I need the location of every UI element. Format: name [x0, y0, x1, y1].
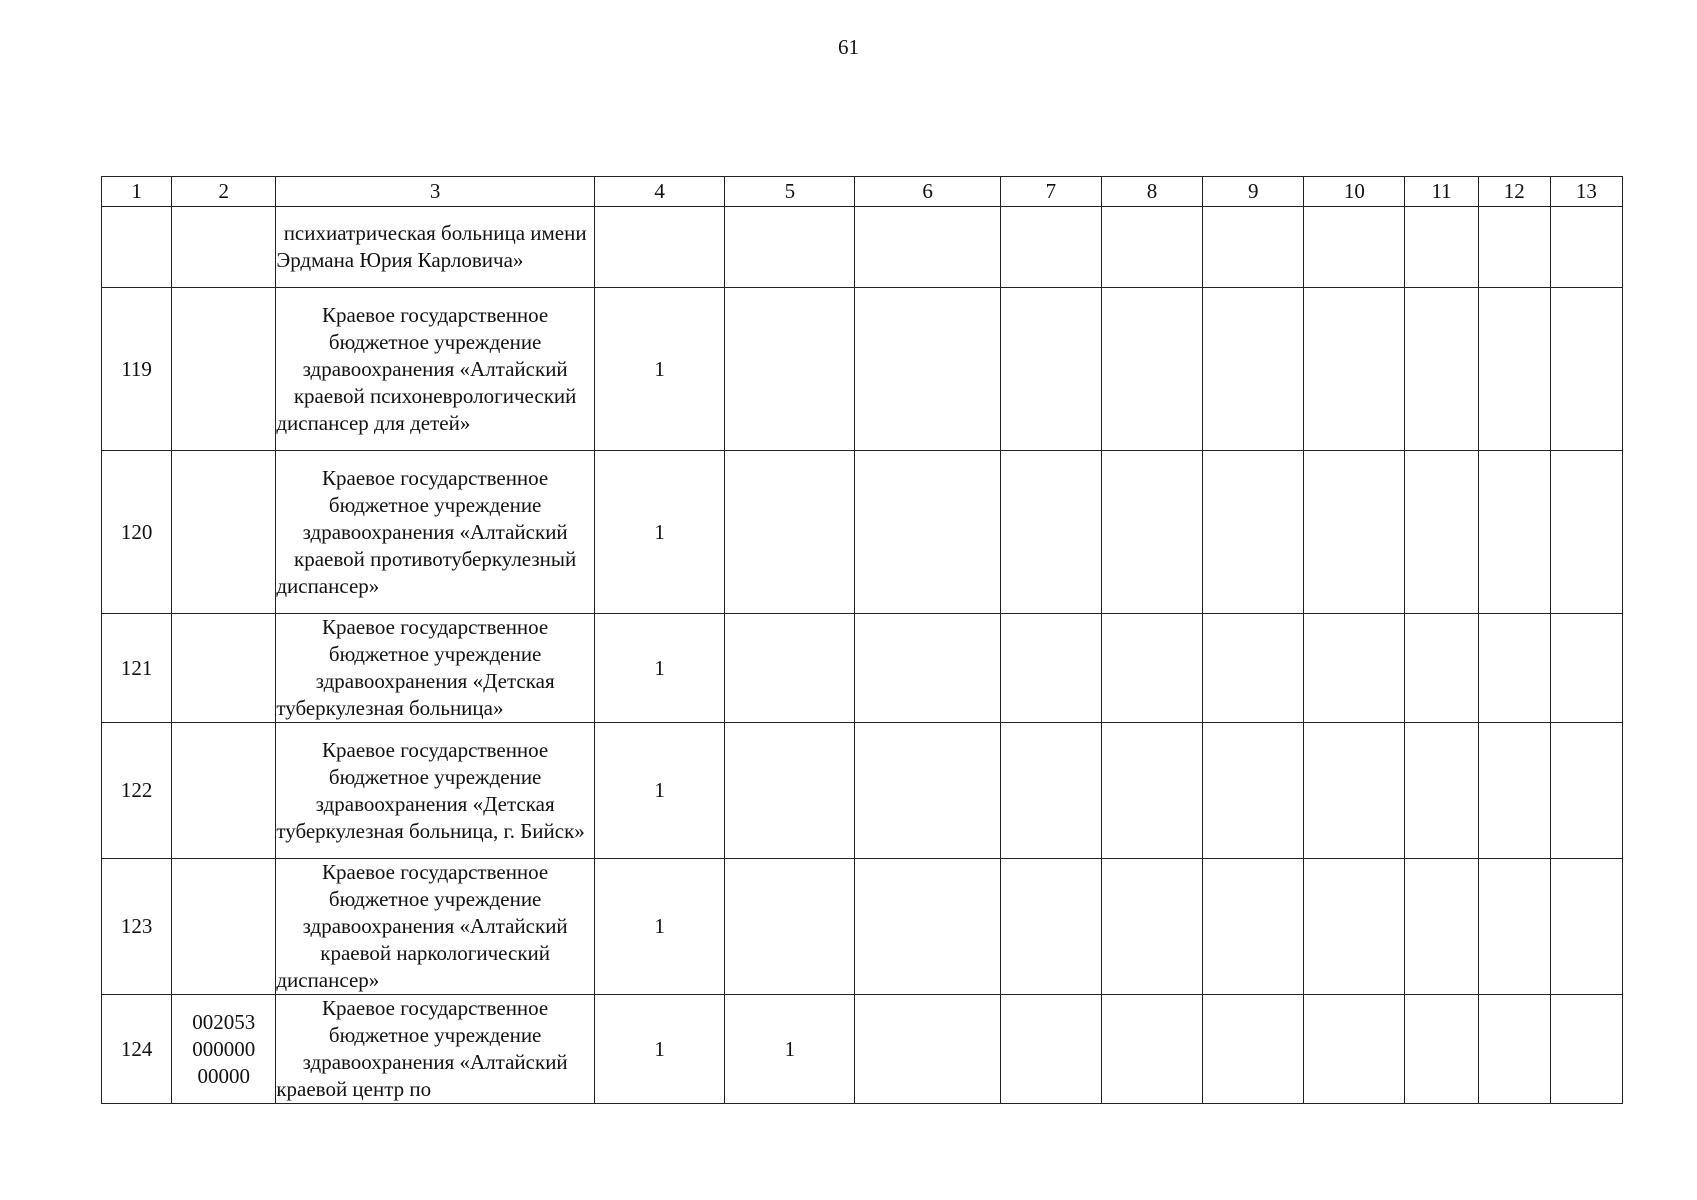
- empty-cell: [1000, 995, 1101, 1104]
- empty-cell: [1000, 288, 1101, 451]
- empty-cell: [1304, 207, 1405, 288]
- row-code: 002053 000000 00000: [172, 995, 276, 1104]
- cell-col-4: 1: [594, 288, 724, 451]
- empty-cell: [1101, 207, 1202, 288]
- cell-col-4: [594, 207, 724, 288]
- empty-cell: [1405, 859, 1478, 995]
- empty-cell: [1203, 614, 1304, 723]
- cell-col-5: 1: [725, 995, 855, 1104]
- column-header: 9: [1203, 177, 1304, 207]
- table-row: [102, 614, 1623, 723]
- empty-cell: [855, 723, 1000, 859]
- table-row: [102, 859, 1623, 995]
- empty-cell: [1405, 995, 1478, 1104]
- column-header: 7: [1000, 177, 1101, 207]
- empty-cell: [1478, 995, 1550, 1104]
- table-row: [102, 288, 1623, 451]
- cell-col-5: [725, 859, 855, 995]
- cell-col-5: [725, 723, 855, 859]
- row-code: [172, 859, 276, 995]
- empty-cell: [1000, 207, 1101, 288]
- empty-cell: [1101, 451, 1202, 614]
- cell-col-4: 1: [594, 995, 724, 1104]
- row-code: [172, 207, 276, 288]
- empty-cell: [1000, 614, 1101, 723]
- cell-col-4: 1: [594, 723, 724, 859]
- column-number-row: [102, 177, 1623, 207]
- empty-cell: [1203, 859, 1304, 995]
- empty-cell: [1405, 614, 1478, 723]
- empty-cell: [1405, 451, 1478, 614]
- row-description: Краевое государственное бюджетное учреждение здравоохранения «Алтайский краевой наркологический диспансер»: [276, 859, 595, 995]
- empty-cell: [1550, 723, 1622, 859]
- table-row: [102, 451, 1623, 614]
- column-header: 13: [1550, 177, 1622, 207]
- empty-cell: [1304, 995, 1405, 1104]
- column-header: 2: [172, 177, 276, 207]
- column-header: 6: [855, 177, 1000, 207]
- empty-cell: [1478, 614, 1550, 723]
- row-description: Краевое государственное бюджетное учреждение здравоохранения «Алтайский краевой психоневрологический диспансер для детей»: [276, 288, 595, 451]
- row-code: [172, 288, 276, 451]
- empty-cell: [1101, 723, 1202, 859]
- column-header: 4: [594, 177, 724, 207]
- row-code: [172, 614, 276, 723]
- empty-cell: [1203, 288, 1304, 451]
- empty-cell: [1550, 451, 1622, 614]
- empty-cell: [855, 207, 1000, 288]
- empty-cell: [1000, 451, 1101, 614]
- empty-cell: [1550, 859, 1622, 995]
- empty-cell: [1478, 451, 1550, 614]
- empty-cell: [1478, 207, 1550, 288]
- empty-cell: [855, 995, 1000, 1104]
- cell-col-5: [725, 207, 855, 288]
- data-table: [101, 176, 1623, 1104]
- row-number: 122: [102, 723, 172, 859]
- row-description: Краевое государственное бюджетное учреждение здравоохранения «Детская туберкулезная больница»: [276, 614, 595, 723]
- empty-cell: [855, 614, 1000, 723]
- cell-col-5: [725, 614, 855, 723]
- empty-cell: [1203, 723, 1304, 859]
- row-description: Краевое государственное бюджетное учреждение здравоохранения «Детская туберкулезная больница, г. Бийск»: [276, 723, 595, 859]
- row-number: 124: [102, 995, 172, 1104]
- row-description: Краевое государственное бюджетное учреждение здравоохранения «Алтайский краевой центр по: [276, 995, 595, 1104]
- table-row: [102, 723, 1623, 859]
- empty-cell: [1405, 723, 1478, 859]
- row-number: 119: [102, 288, 172, 451]
- cell-col-4: 1: [594, 859, 724, 995]
- empty-cell: [1203, 207, 1304, 288]
- empty-cell: [1550, 288, 1622, 451]
- empty-cell: [1000, 723, 1101, 859]
- empty-cell: [1000, 859, 1101, 995]
- cell-col-5: [725, 288, 855, 451]
- cell-col-5: [725, 451, 855, 614]
- empty-cell: [1550, 614, 1622, 723]
- empty-cell: [1203, 995, 1304, 1104]
- column-header: 10: [1304, 177, 1405, 207]
- table-row: [102, 207, 1623, 288]
- empty-cell: [1550, 207, 1622, 288]
- empty-cell: [1304, 723, 1405, 859]
- table-row: [102, 995, 1623, 1104]
- empty-cell: [855, 288, 1000, 451]
- row-code: [172, 723, 276, 859]
- empty-cell: [1304, 288, 1405, 451]
- empty-cell: [1405, 288, 1478, 451]
- empty-cell: [1304, 859, 1405, 995]
- empty-cell: [855, 451, 1000, 614]
- empty-cell: [1405, 207, 1478, 288]
- row-number: 121: [102, 614, 172, 723]
- column-header: 1: [102, 177, 172, 207]
- empty-cell: [1550, 995, 1622, 1104]
- empty-cell: [1478, 723, 1550, 859]
- row-code: [172, 451, 276, 614]
- column-header: 3: [276, 177, 595, 207]
- empty-cell: [1101, 288, 1202, 451]
- empty-cell: [1203, 451, 1304, 614]
- empty-cell: [1478, 859, 1550, 995]
- column-header: 5: [725, 177, 855, 207]
- column-header: 12: [1478, 177, 1550, 207]
- empty-cell: [1478, 288, 1550, 451]
- row-number: 120: [102, 451, 172, 614]
- empty-cell: [1101, 614, 1202, 723]
- empty-cell: [855, 859, 1000, 995]
- empty-cell: [1304, 451, 1405, 614]
- empty-cell: [1101, 995, 1202, 1104]
- column-header: 8: [1101, 177, 1202, 207]
- column-header: 11: [1405, 177, 1478, 207]
- page-number: 61: [838, 35, 859, 59]
- row-number: 123: [102, 859, 172, 995]
- empty-cell: [1304, 614, 1405, 723]
- cell-col-4: 1: [594, 451, 724, 614]
- cell-col-4: 1: [594, 614, 724, 723]
- row-number: [102, 207, 172, 288]
- row-description: Краевое государственное бюджетное учреждение здравоохранения «Алтайский краевой противотуберкулезный диспансер»: [276, 451, 595, 614]
- empty-cell: [1101, 859, 1202, 995]
- row-description: психиатрическая больница имени Эрдмана Юрия Карловича»: [276, 207, 595, 288]
